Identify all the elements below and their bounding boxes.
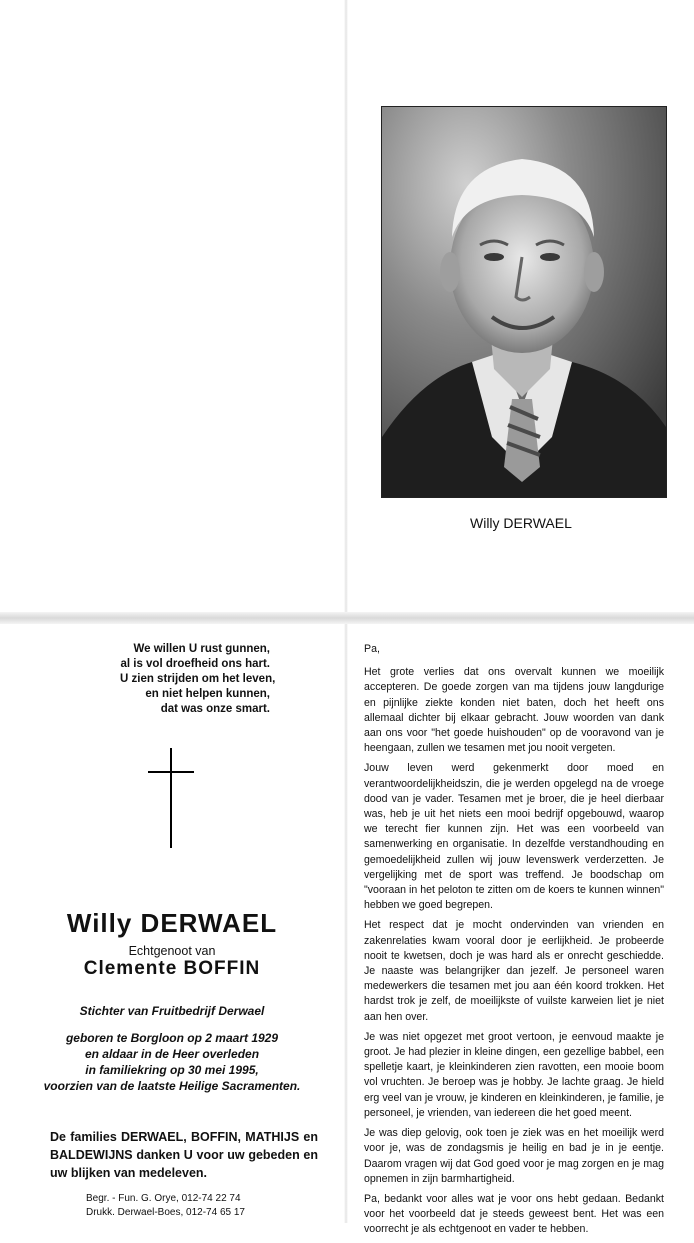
printer-line: Drukk. Derwael-Boes, 012-74 65 17 — [86, 1207, 245, 1218]
bio-line: voorzien van de laatste Heilige Sacramenten. — [43, 1079, 301, 1093]
poem-line: U zien strijden om het leven, — [120, 673, 276, 685]
poem-line: en niet helpen kunnen, — [145, 688, 270, 700]
letter-paragraph: Je was niet opgezet met groot vertoon, je eenvoud maakte je groot. Je had plezier in kleine dingen, een gezellige babbel, een spelletje kaart, je kleinkinderen zien ravotten, een mooie boom vol vruchten. Je beroep was je hobby. Je lachte graag. Je hield erg veel van je vrouw, je kinderen en kleinkinderen, je familie, je personeel, je vrienden, van iedereen die het goed meent. — [364, 1030, 664, 1119]
poem-line: We willen U rust gunnen, — [133, 643, 270, 655]
poem-line: dat was onze smart. — [160, 703, 270, 715]
horizontal-fold — [0, 612, 694, 624]
portrait-photo — [381, 106, 667, 498]
thanks-text: De families DERWAEL, BOFFIN, MATHIJS en BALDEWIJNS danken U voor uw gebeden en uw blijken van medeleven. — [50, 1130, 318, 1180]
spouse-name: Clemente BOFFIN — [83, 958, 261, 979]
memorial-poem — [120, 642, 276, 717]
letter-paragraph: Je was diep gelovig, ook toen je ziek was en het moeilijk werd voor je, was de zondagsmis je heilig en bad je in je eentje. Daarom vragen wij dat God goed voor je mag zorgen en je mag opnemen in zijn barmhartigheid. — [364, 1127, 664, 1185]
printer-info — [86, 1192, 245, 1220]
letter-paragraph: Pa, bedankt voor alles wat je voor ons hebt gedaan. Bedankt voor het voorbeeld dat je steeds geweest bent. Het was een voorrecht je als echtgenoot en vader te hebben. — [364, 1192, 664, 1236]
bio-line: geboren te Borgloon op 2 maart 1929 — [65, 1031, 279, 1045]
letter-paragraph: Het grote verlies dat ons overvalt kunnen we moeilijk accepteren. De goede zorgen van ma tijdens jouw langdurige en pijnlijke ziekte konden niet baten, doch het heeft ons allemaal dichter bij elkaar gebracht. Jouw woorden van dank aan ons voor "het goede huishouden" op de vooravond van je heengaan, zullen we tesamen met jou nooit vergeten. — [364, 666, 664, 755]
letter-to-father — [364, 642, 664, 1243]
photo-caption: Willy DERWAEL — [470, 515, 572, 531]
letter-greeting: Pa, — [364, 643, 380, 655]
letter-paragraph: Het respect dat je mocht ondervinden van vrienden en zakenrelaties kwam vooral door je eerlijkheid. Je probeerde nooit te kwetsen, doch je was hard als er onrecht geschiedde. Je naaste was belangrijker dan jezelf. Je personeel waren medewerkers die tesamen met jou aan één koord trokken. Het hardst trok je zelf, de moeilijkste of vuilste karweien liet je niet aan hen over. — [364, 919, 664, 1023]
biography — [0, 1030, 344, 1094]
printer-line: Begr. - Fun. G. Orye, 012-74 22 74 — [86, 1193, 241, 1204]
spouse-label: Echtgenoot van — [128, 944, 216, 958]
bio-line: in familiekring op 30 mei 1995, — [85, 1063, 259, 1077]
bio-line: en aldaar in de Heer overleden — [84, 1047, 260, 1061]
deceased-name: Willy DERWAEL — [66, 908, 278, 938]
founder-line: Stichter van Fruitbedrijf Derwael — [79, 1004, 265, 1018]
letter-paragraph: Jouw leven werd gekenmerkt door moed en verantwoordelijkheidszin, die je werden opgelegd na de vroege dood van je vader. Tesamen met je broer, die je heel dierbaar was, heb je uit het niets een mooi bedrijf opgebouwd, waarop we terecht fier kunnen zijn. Het was een voorbeeld van samenwerking en organisatie. In dezelfde verstandhouding en gemoedelijkheid zullen wij jouw levenswerk verderzetten. Je vergelijking met de sport was treffend. Je boodschap om "vooraan in het peloton te zitten om de koers te kunnen winnen" hebben we goed begrepen. — [364, 762, 664, 912]
poem-line: al is vol droefheid ons hart. — [120, 658, 270, 670]
cross-icon — [148, 748, 194, 848]
